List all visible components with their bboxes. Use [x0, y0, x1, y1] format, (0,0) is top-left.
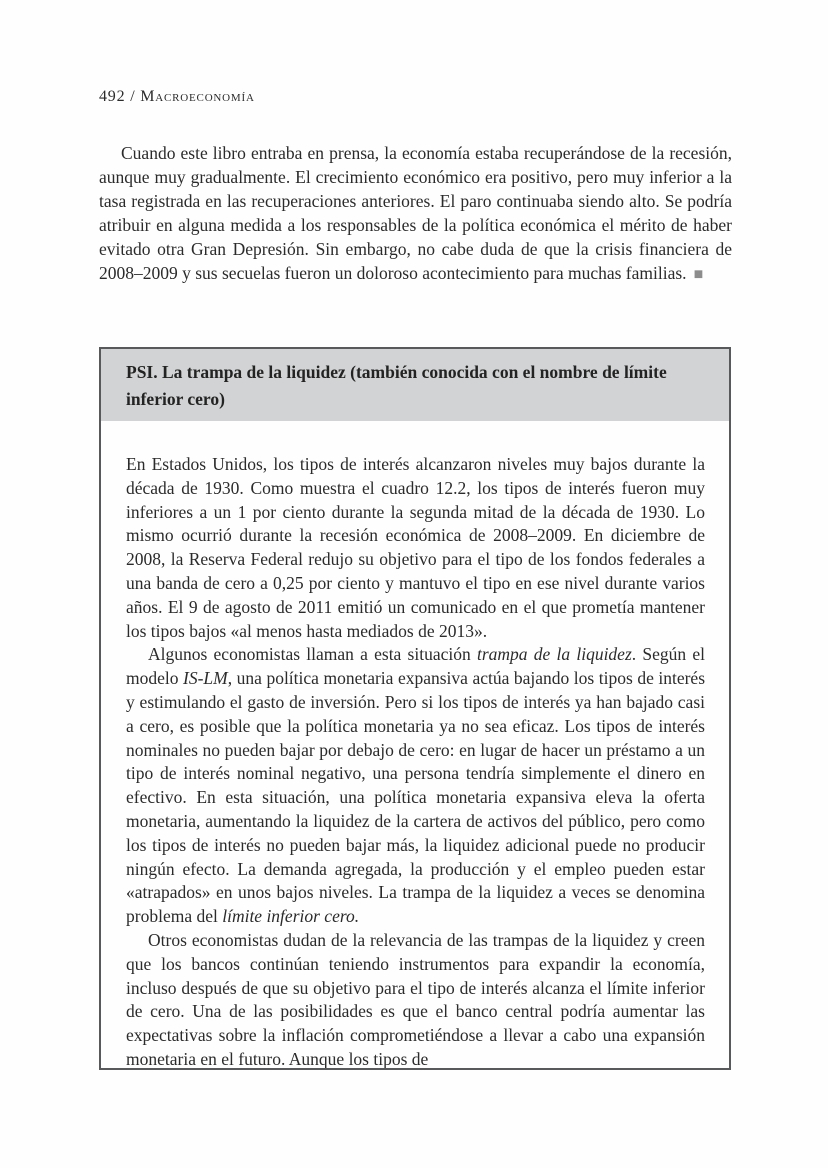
- italic-term-is-lm: IS-LM: [183, 668, 228, 689]
- psi-box-body: [101, 421, 729, 1070]
- psi-box-header: [101, 349, 729, 421]
- psi-box: [99, 347, 731, 1070]
- running-header: 492 / Macroeconomía: [99, 88, 255, 105]
- intro-paragraph-text: Cuando este libro entraba en prensa, la economía estaba recuperándose de la recesión, aunque muy gradualmente. El crecimiento económico era positivo, pero muy inferior a la tasa registrada en las recuperaciones anteriores. El paro continuaba siendo alto. Se podría atribuir en alguna medida a los responsables de la política económica el mérito de haber evitado otra Gran Depresión. Sin embargo, no cabe duda de que la crisis financiera de 2008–2009 y sus secuelas fueron un doloroso acontecimiento para muchas familias.: [99, 143, 732, 283]
- italic-term-liquidity-trap: trampa de la liquidez: [476, 644, 632, 665]
- box-paragraph-liquidity-history: [126, 453, 705, 643]
- paragraph-text: Otros economistas dudan de la relevancia de las trampas de la liquidez y creen que los bancos continúan teniendo instrumentos para expandir la economía, incluso después de que su objetivo para el tipo de interés alcanza el límite inferior de cero. Una de las posibilidades es que el banco central podría aumentar las expectativas sobre la inflación comprometiéndose a llevar a cabo una expansión monetaria en el futuro. Aunque los tipos de: [126, 929, 705, 1069]
- box-paragraph-liquidity-trap: [126, 643, 705, 929]
- paragraph-text: Algunos economistas llaman a esta situación: [148, 644, 477, 665]
- paragraph-text: En Estados Unidos, los tipos de interés alcanzaron niveles muy bajos durante la década de 1930. Como muestra el cuadro 12.2, los tipos de interés fueron muy inferiores a un 1 por ciento durante la segunda mitad de la década de 1930. Lo mismo ocurrió durante la recesión económica de 2008–2009. En diciembre de 2008, la Reserva Federal redujo su objetivo para el tipo de los fondos federales a una banda de cero a 0,25 por ciento y mantuvo el tipo en ese nivel durante varios años. El 9 de agosto de 2011 emitió un comunicado en el que prometía mantener los tipos bajos «al menos hasta mediados de 2013».: [126, 454, 705, 641]
- end-of-section-icon: ■: [693, 266, 704, 283]
- intro-paragraph: [99, 141, 732, 287]
- italic-term-zero-lower-bound: límite inferior cero.: [222, 906, 360, 927]
- psi-box-title: PSI. La trampa de la liquidez (también conocida con el nombre de límite inferior cero): [126, 362, 667, 409]
- box-paragraph-other-economists: [126, 929, 705, 1070]
- paragraph-text: . Según el modelo: [126, 644, 705, 689]
- paragraph-text: , una política monetaria expansiva actúa bajando los tipos de interés y estimulando el gasto de inversión. Pero si los tipos de interés ya han bajado casi a cero, es posible que la política monetaria ya no sea eficaz. Los tipos de interés nominales no pueden bajar por debajo de cero: en lugar de hacer un préstamo a un tipo de interés nominal negativo, una persona tendría simplemente el dinero en efectivo. En esta situación, una política monetaria expansiva eleva la oferta monetaria, aumentando la liquidez de la cartera de activos del público, pero como los tipos de interés no pueden bajar más, la liquidez adicional puede no producir ningún efecto. La demanda agregada, la producción y el empleo pueden estar «atrapados» en unos bajos niveles. La trampa de la liquidez a veces se denomina problema del: [126, 668, 706, 927]
